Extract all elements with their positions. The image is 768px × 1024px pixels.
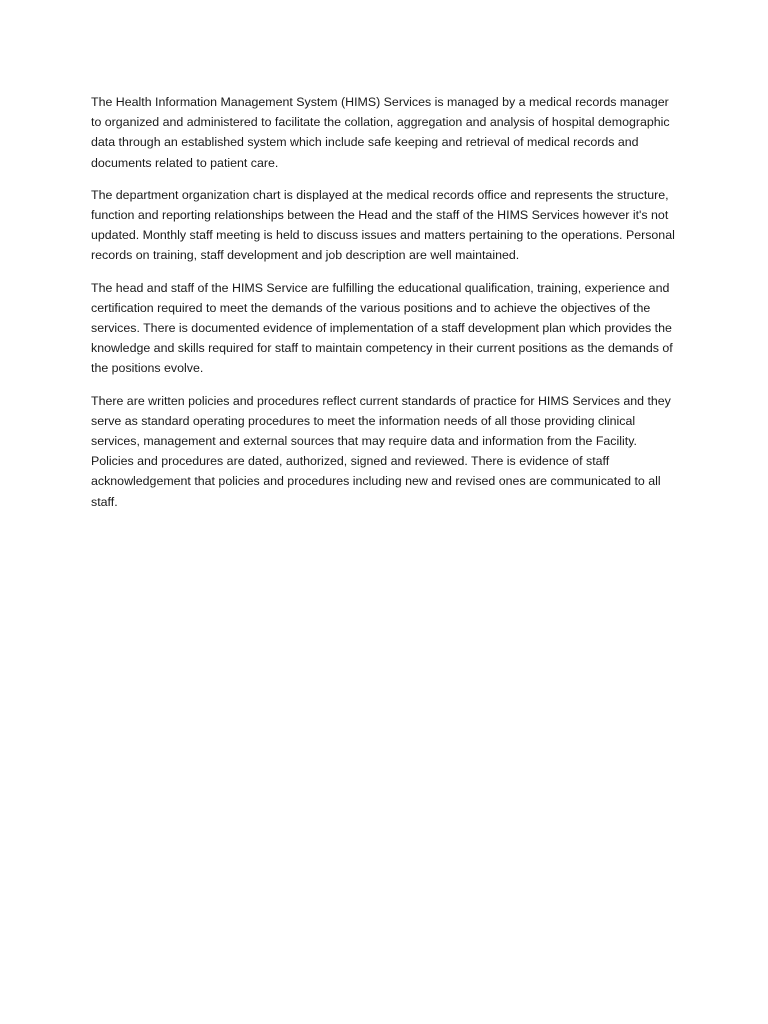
paragraph-policies-procedures: There are written policies and procedures reflect current standards of practice for HIMS Services and they serve as standard operating procedures to meet the information needs of all those providing clinical services, management and external sources that may require data and information from the Facility. Policies and procedures are dated, authorized, signed and reviewed. There is evidence of staff acknowledgement that policies and procedures including new and revised ones are communicated to all staff. bbox=[91, 393, 671, 509]
document-body bbox=[91, 92, 681, 524]
paragraph-hims-overview: The Health Information Management System (HIMS) Services is managed by a medical records manager to organized and administered to facilitate the collation, aggregation and analysis of hospital demographic data through an established system which include safe keeping and retrieval of medical records and documents related to patient care. bbox=[91, 95, 670, 170]
paragraph-organization-chart: The department organization chart is displayed at the medical records office and represents the structure, function and reporting relationships between the Head and the staff of the HIMS Services however it's not updated. Monthly staff meeting is held to discuss issues and matters pertaining to the operations. Personal records on training, staff development and job description are well maintained. bbox=[91, 187, 675, 263]
paragraph-staff-qualification: The head and staff of the HIMS Service are fulfilling the educational qualification, training, experience and certification required to meet the demands of the various positions and to achieve the objectives of the services. There is documented evidence of implementation of a staff development plan which provides the knowledge and skills required for staff to maintain competency in their current positions as the demands of the positions evolve. bbox=[91, 280, 673, 376]
